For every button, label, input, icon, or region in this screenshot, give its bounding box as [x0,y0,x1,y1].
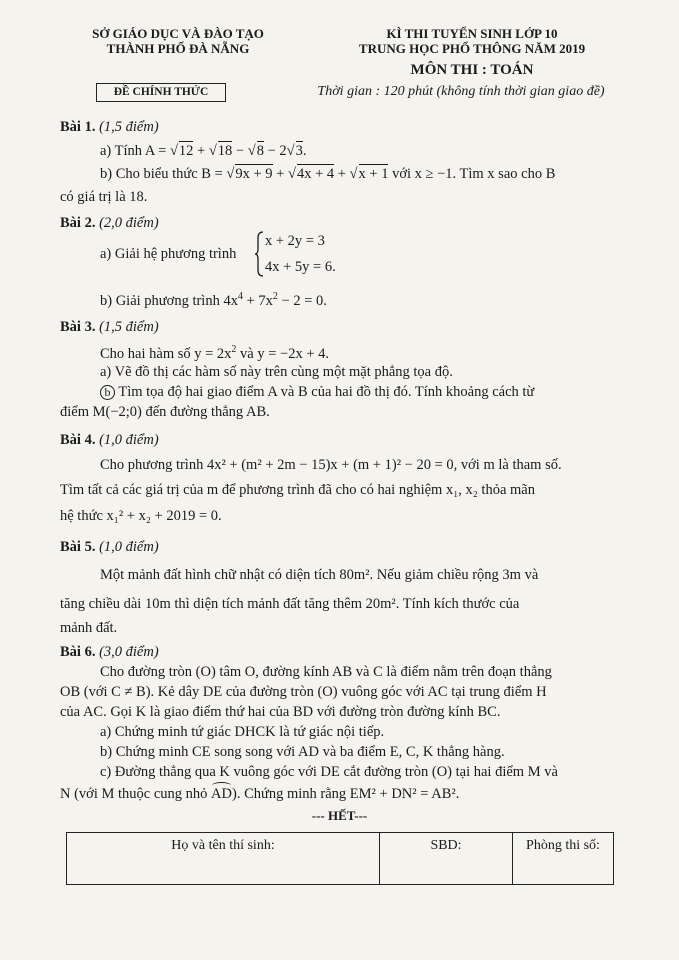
official-badge: ĐỀ CHÍNH THỨC [96,83,226,102]
exam-line2: TRUNG HỌC PHỔ THÔNG NĂM 2019 [358,41,586,56]
exam-room-cell: Phòng thi số: [513,833,614,885]
problem4-line1: Cho phương trình 4x² + (m² + 2m − 15)x + (m + 1)² − 20 = 0, với m là tham số. [100,457,562,473]
problem5-heading: Bài 5. (1,0 điểm) [60,539,159,555]
candidate-number-cell: SBD: [380,833,513,885]
equation-1: x + 2y = 3 [265,233,325,249]
candidate-name-cell: Họ và tên thí sinh: [67,833,380,885]
candidate-info-table [66,832,614,885]
department-header [58,26,298,56]
time-limit: Thời gian : 120 phút (không tính thời gian giao đề) [317,84,605,99]
problem6-part-c: c) Đường thẳng qua K vuông góc với DE cắt đường tròn (O) tại hai điểm M và [100,764,558,780]
problem6-line1: Cho đường tròn (O) tâm O, đường kính AB và C là điểm nằm trên đoạn thẳng [100,664,552,680]
problem6-part-c-cont: N (với M thuộc cung nhỏ AD). Chứng minh rằng EM² + DN² = AB². [60,786,460,802]
subject-title: MÔN THI : TOÁN [410,62,534,78]
equation-2: 4x + 5y = 6. [265,259,336,275]
problem1-part-a: a) Tính A = √12 + √18 − √8 − 2√3. [100,143,307,159]
end-marker: --- HẾT--- [311,808,368,823]
problem6-part-b: b) Chứng minh CE song song với AD và ba điểm E, C, K thẳng hàng. [100,744,505,760]
problem4-line3: hệ thức x₁² + x₂ + 2019 = 0. [60,508,222,524]
exam-header [312,26,632,56]
problem1-heading: Bài 1. (1,5 điểm) [60,119,159,135]
problem4-heading: Bài 4. (1,0 điểm) [60,432,159,448]
problem6-heading: Bài 6. (3,0 điểm) [60,644,159,660]
problem4-line2: Tìm tất cả các giá trị của m để phương trình đã cho có hai nghiệm x₁, x₂ thỏa mãn [60,482,535,498]
problem5-line3: mảnh đất. [60,620,118,636]
problem2-part-a: a) Giải hệ phương trình [100,246,237,262]
problem2-part-b: b) Giải phương trình $4x^4 + 7x^2 - 2 = 0$. [100,291,327,309]
system-brace-icon [254,231,264,277]
problem6-line2: OB (với C ≠ B). Kẻ dây DE của đường tròn (O) vuông góc với AC tại trung điểm H [60,684,547,700]
problem3-intro: Cho hai hàm số $y = 2x^2$ và y = −2x + 4. [100,344,330,362]
exam-line1: KÌ THI TUYỂN SINH LỚP 10 [386,26,558,41]
problem6-part-a: a) Chứng minh tứ giác DHCK là tứ giác nội tiếp. [100,724,385,740]
problem5-line1: Một mảnh đất hình chữ nhật có diện tích 80m². Nếu giảm chiều rộng 3m và [100,567,539,583]
problem3-part-b-cont: điểm M(−2;0) đến đường thẳng AB. [60,404,270,420]
problem1-part-b: b) Cho biểu thức B = √9x + 9 + √4x + 4 + √x + 1 với x ≥ −1. Tìm x sao cho B [100,166,556,182]
problem3-part-b: b Tìm tọa độ hai giao điểm A và B của hai đồ thị đó. Tính khoảng cách từ [100,383,534,401]
arc-ad: AD [211,786,232,802]
circled-b-mark: b [100,385,115,400]
dept-line1: SỞ GIÁO DỤC VÀ ĐÀO TẠO [92,26,264,41]
problem1-part-b-cont: có giá trị là 18. [60,189,148,205]
problem6-line3: của AC. Gọi K là giao điểm thứ hai của BD với đường tròn đường kính BC. [60,704,501,720]
problem3-part-a: a) Vẽ đồ thị các hàm số này trên cùng một mặt phẳng tọa độ. [100,364,453,380]
problem2-heading: Bài 2. (2,0 điểm) [60,215,159,231]
problem3-heading: Bài 3. (1,5 điểm) [60,319,159,335]
problem5-line2: tăng chiều dài 10m thì diện tích mảnh đất tăng thêm 20m². Tính kích thước của [60,596,520,612]
dept-line2: THÀNH PHỐ ĐÀ NẴNG [106,41,250,56]
